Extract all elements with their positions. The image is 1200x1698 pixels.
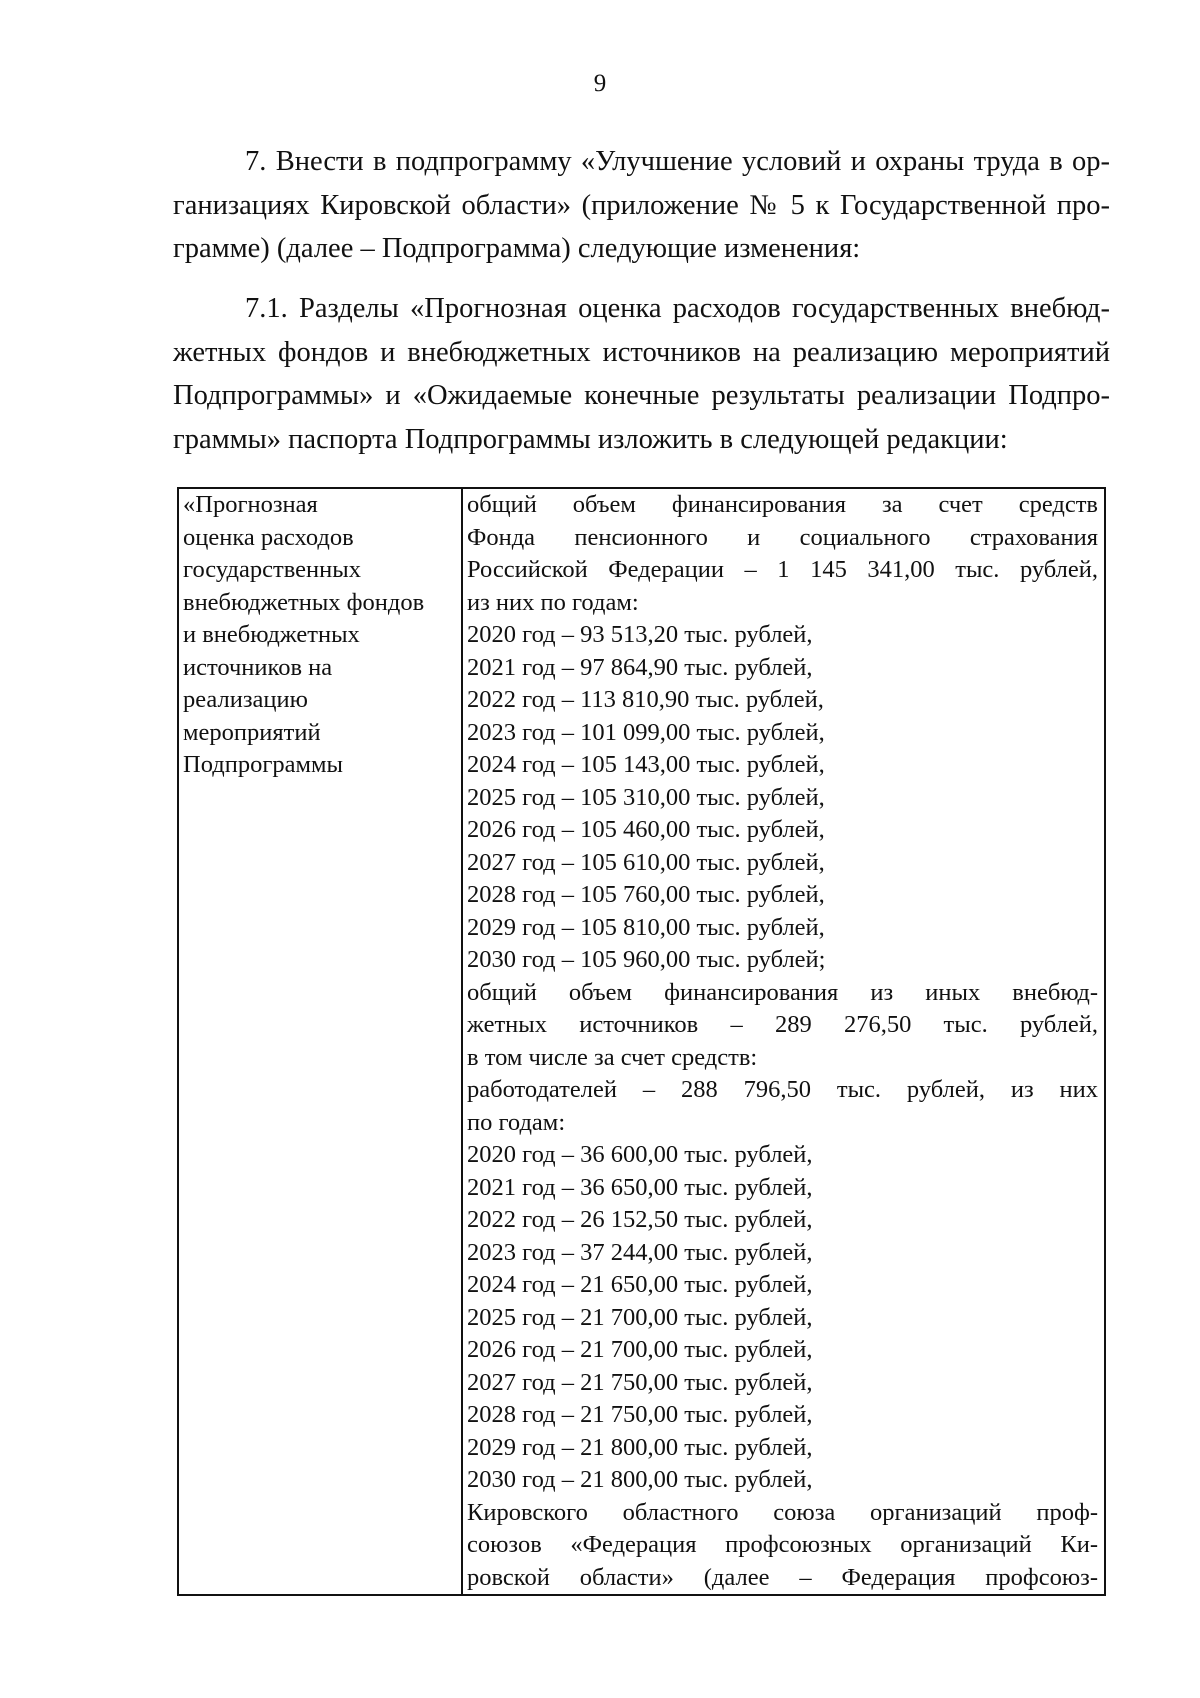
content-line: 2026 год – 21 700,00 тыс. рублей, <box>467 1336 813 1363</box>
section-content-cell <box>462 488 1105 1595</box>
content-line: 2030 год – 21 800,00 тыс. рублей, <box>467 1466 813 1493</box>
content-line: по годам: <box>467 1108 566 1136</box>
content-line: 2021 год – 97 864,90 тыс. рублей, <box>467 653 813 681</box>
content-line: 2020 год – 93 513,20 тыс. рублей, <box>467 621 813 648</box>
label-line: оценка расходов <box>183 523 354 551</box>
content-line: 2028 год – 21 750,00 тыс. рублей, <box>467 1401 813 1428</box>
content-line: 2025 год – 21 700,00 тыс. рублей, <box>467 1303 813 1331</box>
content-line: из них по годам: <box>467 588 639 616</box>
content-line: 2027 год – 21 750,00 тыс. рублей, <box>467 1368 813 1396</box>
content-line: 2024 год – 21 650,00 тыс. рублей, <box>467 1271 813 1298</box>
label-line: источников на <box>183 653 333 681</box>
content-line: общий объем финансирования из иных внебюд- <box>467 978 1098 1006</box>
content-line: 2025 год – 105 310,00 тыс. рублей, <box>467 783 825 811</box>
section-label-cell <box>178 488 462 1595</box>
content-line: жетных источников – 289 276,50 тыс. рублей, <box>467 1011 1098 1038</box>
passport-table <box>177 487 1106 1596</box>
content-line: 2026 год – 105 460,00 тыс. рублей, <box>467 816 825 843</box>
paragraph-7 <box>173 140 1110 271</box>
content-line: 2022 год – 113 810,90 тыс. рублей, <box>467 686 824 713</box>
paragraph-line: ганизациях Кировской области» (приложение № 5 к Государственной про- <box>173 189 1110 221</box>
content-line: Российской Федерации – 1 145 341,00 тыс. рублей, <box>467 556 1098 583</box>
label-line: государственных <box>183 556 361 583</box>
content-line: союзов «Федерация профсоюзных организаций Ки- <box>467 1531 1098 1558</box>
table-row <box>178 488 1105 1595</box>
label-line: и внебюджетных <box>183 621 360 648</box>
label-line: реализацию <box>183 686 308 713</box>
content-line: 2024 год – 105 143,00 тыс. рублей, <box>467 751 825 778</box>
label-line: Подпрограммы <box>183 751 343 778</box>
content-line: 2030 год – 105 960,00 тыс. рублей; <box>467 946 826 973</box>
paragraph-line: Подпрограммы» и «Ожидаемые конечные результаты реализации Подпро- <box>173 380 1110 411</box>
paragraph-line: граммы» паспорта Подпрограммы изложить в следующей редакции: <box>173 423 1008 455</box>
content-line: ровской области» (далее – Федерация профсоюз- <box>467 1563 1098 1591</box>
content-line: Кировского областного союза организаций проф- <box>467 1498 1098 1526</box>
content-line: 2028 год – 105 760,00 тыс. рублей, <box>467 881 825 908</box>
content-line: 2029 год – 105 810,00 тыс. рублей, <box>467 913 825 941</box>
content-line: 2020 год – 36 600,00 тыс. рублей, <box>467 1141 813 1168</box>
content-line: 2023 год – 101 099,00 тыс. рублей, <box>467 718 825 746</box>
content-line: 2027 год – 105 610,00 тыс. рублей, <box>467 848 825 876</box>
content-line: в том числе за счет средств: <box>467 1043 758 1071</box>
content-line: 2029 год – 21 800,00 тыс. рублей, <box>467 1433 813 1461</box>
paragraph-line: грамме) (далее – Подпрограмма) следующие изменения: <box>173 233 861 264</box>
content-line: общий объем финансирования за счет средств <box>467 491 1098 518</box>
label-line: мероприятий <box>183 718 321 746</box>
content-line: Фонда пенсионного и социального страхования <box>467 523 1098 551</box>
paragraph-line: 7.1. Разделы «Прогнозная оценка расходов государственных внебюд- <box>245 293 1110 324</box>
paragraph-7-1 <box>173 287 1110 461</box>
content-line: 2022 год – 26 152,50 тыс. рублей, <box>467 1206 813 1233</box>
paragraph-line: жетных фондов и внебюджетных источников на реализацию мероприятий <box>173 336 1110 368</box>
page-number: 9 <box>593 70 607 97</box>
label-line: «Прогнозная <box>183 491 318 518</box>
label-line: внебюджетных фондов <box>183 588 425 616</box>
content-line: 2023 год – 37 244,00 тыс. рублей, <box>467 1238 813 1266</box>
content-line: работодателей – 288 796,50 тыс. рублей, из них <box>467 1076 1098 1103</box>
paragraph-line: 7. Внести в подпрограмму «Улучшение условий и охраны труда в ор- <box>245 146 1110 177</box>
content-line: 2021 год – 36 650,00 тыс. рублей, <box>467 1173 813 1201</box>
